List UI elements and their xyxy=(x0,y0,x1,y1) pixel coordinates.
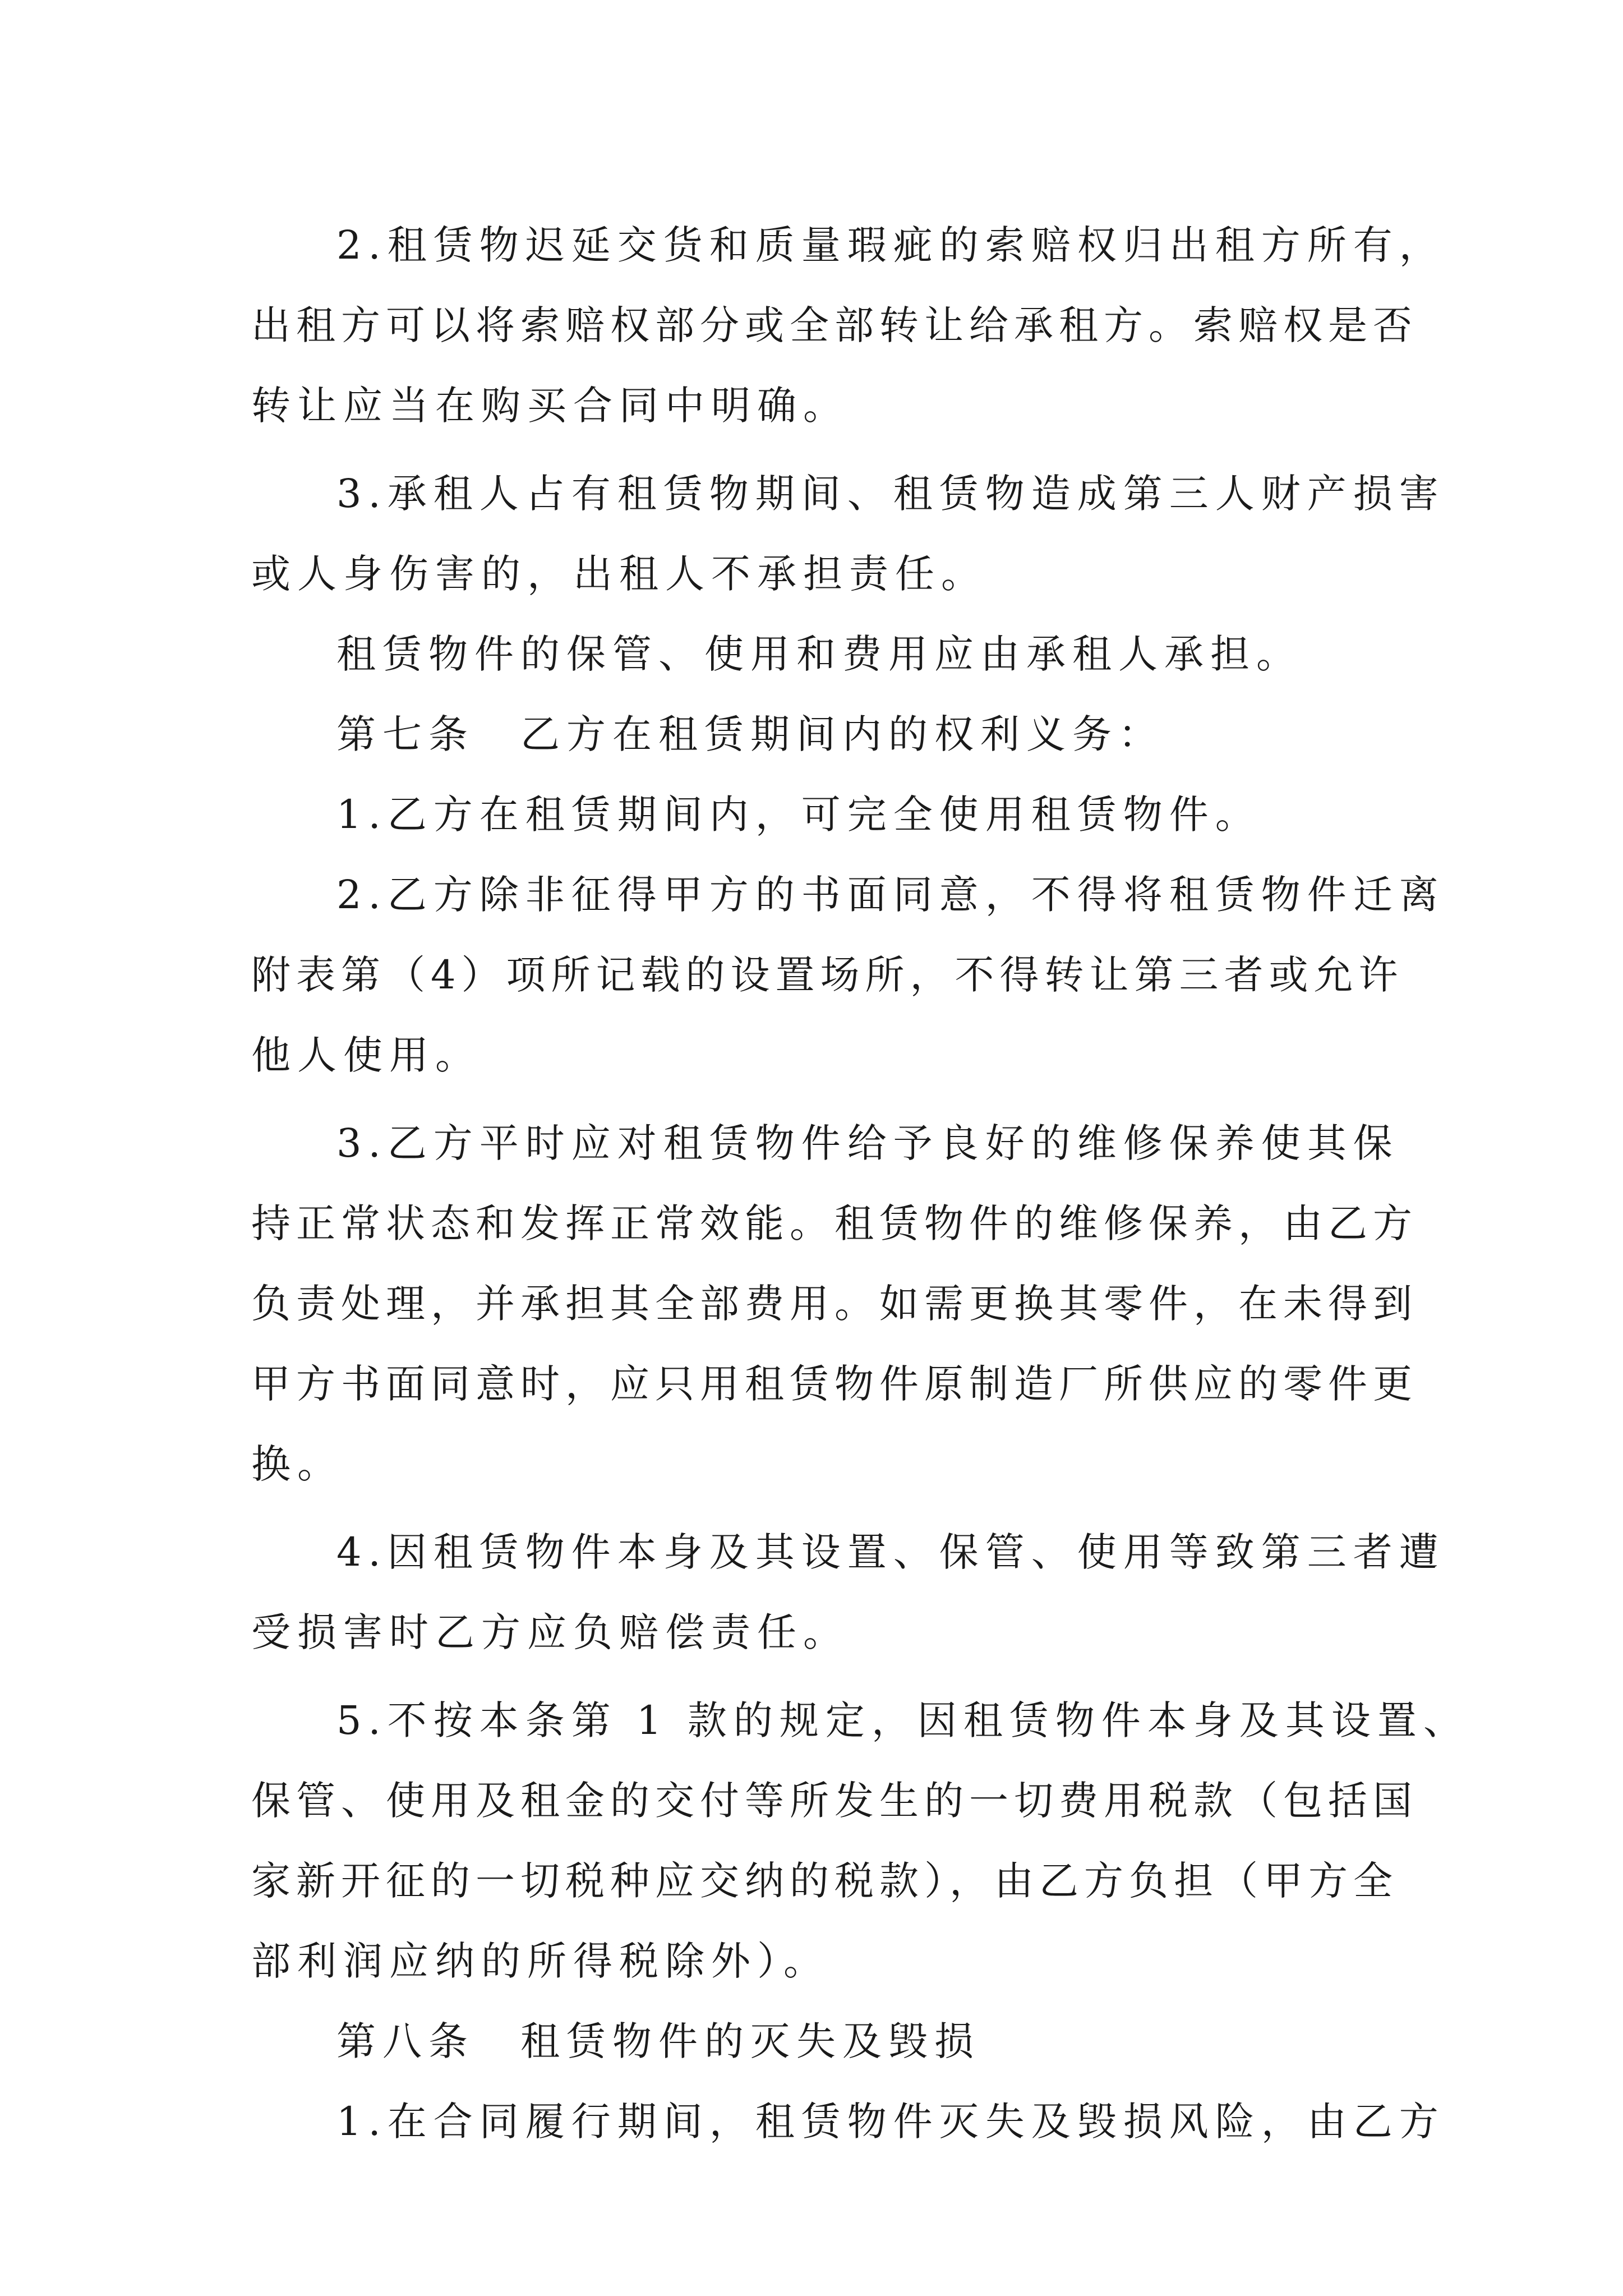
text-line: 3.承租人占有租赁物期间、租赁物造成第三人财产损害 xyxy=(336,471,1445,517)
article-heading: 第七条 乙方在租赁期间内的权利义务： xyxy=(336,711,1164,757)
text-line: 1.在合同履行期间，租赁物件灭失及毁损风险，由乙方 xyxy=(336,2099,1445,2145)
text-line: 4.因租赁物件本身及其设置、保管、使用等致第三者遭 xyxy=(336,1529,1445,1575)
text-line: 5.不按本条第 1 款的规定，因租赁物件本身及其设置、 xyxy=(336,1697,1469,1743)
text-line: 附表第（4）项所记载的设置场所，不得转让第三者或允许 xyxy=(251,952,1404,998)
contract-body-text xyxy=(251,205,1469,2162)
text-line: 他人使用。 xyxy=(251,1032,481,1078)
text-line: 2.租赁物迟延交货和质量瑕疵的索赔权归出租方所有， xyxy=(336,222,1445,268)
text-line: 持正常状态和发挥正常效能。租赁物件的维修保养，由乙方 xyxy=(251,1200,1418,1246)
text-line: 1.乙方在租赁期间内，可完全使用租赁物件。 xyxy=(336,792,1261,838)
text-line: 保管、使用及租金的交付等所发生的一切费用税款（包括国 xyxy=(251,1778,1418,1824)
text-line: 或人身伤害的，出租人不承担责任。 xyxy=(251,551,987,597)
text-line: 2.乙方除非征得甲方的书面同意，不得将租赁物件迁离 xyxy=(336,872,1445,918)
text-line: 换。 xyxy=(251,1441,343,1487)
text-line: 甲方书面同意时，应只用租赁物件原制造厂所供应的零件更 xyxy=(251,1361,1418,1407)
text-line: 转让应当在购买合同中明确。 xyxy=(251,383,849,429)
text-line: 3.乙方平时应对租赁物件给予良好的维修保养使其保 xyxy=(336,1120,1399,1166)
text-line: 租赁物件的保管、使用和费用应由承租人承担。 xyxy=(336,631,1302,677)
text-line: 负责处理，并承担其全部费用。如需更换其零件，在未得到 xyxy=(251,1281,1418,1327)
text-line: 部利润应纳的所得税除外）。 xyxy=(251,1938,829,1984)
text-line: 受损害时乙方应负赔偿责任。 xyxy=(251,1609,849,1655)
text-line: 家新开征的一切税种应交纳的税款），由乙方负担（甲方全 xyxy=(251,1858,1398,1904)
article-heading: 第八条 租赁物件的灭失及毁损 xyxy=(336,2018,980,2064)
text-line: 出租方可以将索赔权部分或全部转让给承租方。索赔权是否 xyxy=(251,302,1418,348)
